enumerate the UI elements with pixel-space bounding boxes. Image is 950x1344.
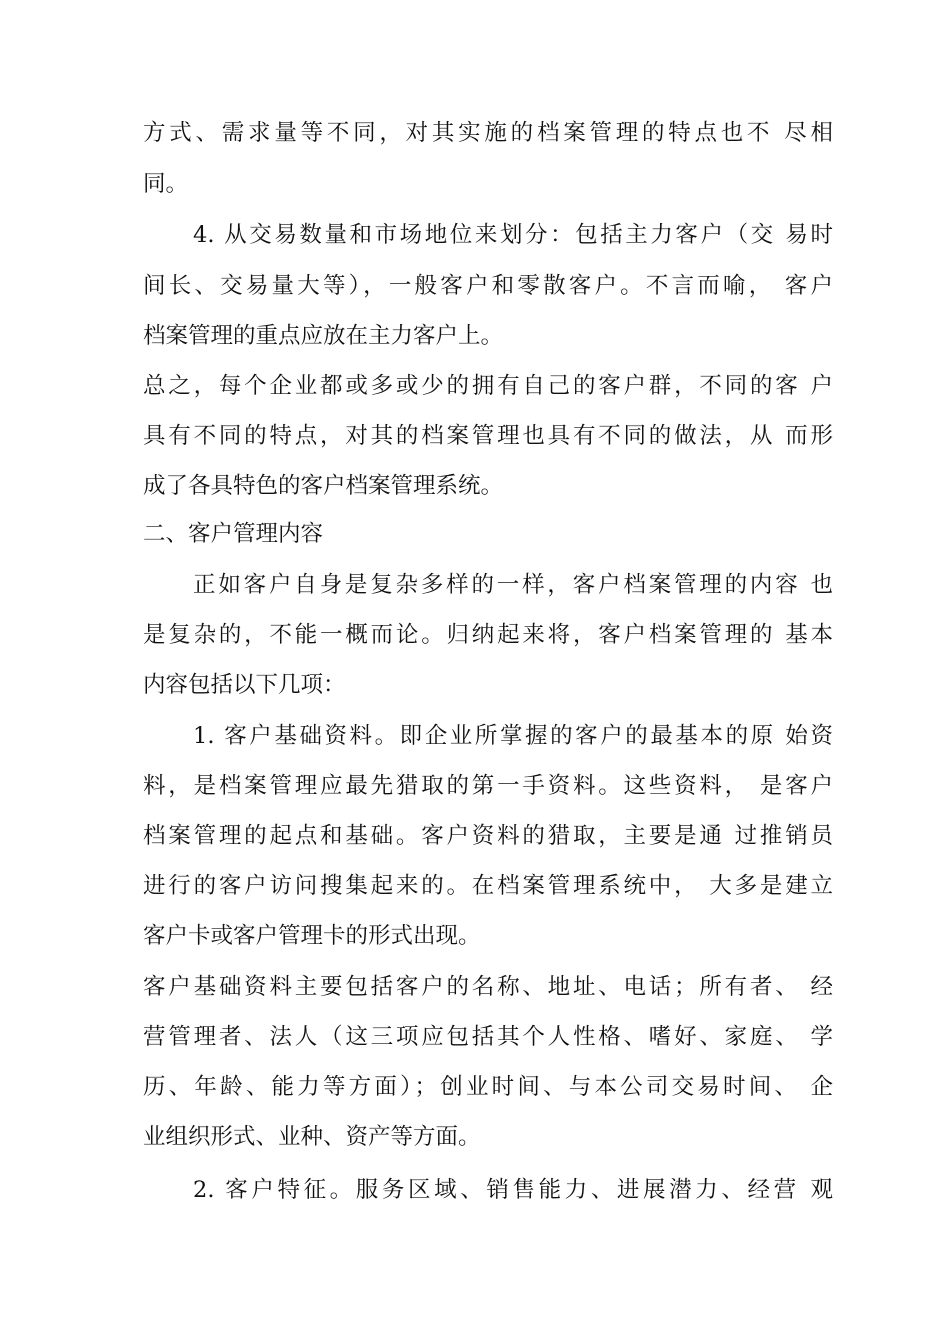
text-line-7: 具有不同的特点，对其的档案管理也具有不同的做法，从 而形 [143, 423, 833, 449]
section-heading: 二、客户管理内容 [143, 521, 324, 547]
text-line-12: 内容包括以下几项： [143, 672, 346, 698]
text-line-21: 业组织形式、业种、资产等方面。 [143, 1124, 481, 1150]
text-line-20: 历、年龄、能力等方面）；创业时间、与本公司交易时间、 企 [143, 1074, 833, 1100]
text-line-15: 档案管理的起点和基础。客户资料的猎取，主要是通 过推销员 [143, 823, 833, 849]
text-line-10: 正如客户自身是复杂多样的一样，客户档案管理的内容 也 [193, 572, 833, 598]
text-line-17: 客户卡或客户管理卡的形式出现。 [143, 923, 481, 949]
text-line-2: 同。 [143, 171, 189, 197]
text-line-1: 方式、需求量等不同，对其实施的档案管理的特点也不 尽相 [143, 120, 833, 146]
text-line-16: 进行的客户访问搜集起来的。在档案管理系统中， 大多是建立 [143, 873, 833, 899]
text-line-22: 2. 客户特征。服务区域、销售能力、进展潜力、经营 观 [193, 1177, 833, 1203]
text-line-19: 营管理者、法人（这三项应包括其个人性格、嗜好、家庭、 学 [143, 1024, 833, 1050]
text-line-8: 成了各具特色的客户档案管理系统。 [143, 473, 504, 499]
text-line-5: 档案管理的重点应放在主力客户上。 [143, 323, 504, 349]
text-line-6: 总之，每个企业都或多或少的拥有自己的客户群，不同的客 户 [143, 373, 833, 399]
text-line-13: 1. 客户基础资料。即企业所掌握的客户的最基本的原 始资 [193, 723, 833, 749]
text-line-11: 是复杂的，不能一概而论。归纳起来将，客户档案管理的 基本 [143, 622, 833, 648]
text-line-18: 客户基础资料主要包括客户的名称、地址、电话；所有者、 经 [143, 974, 833, 1000]
text-line-4: 间长、交易量大等），一般客户和零散客户。不言而喻， 客户 [143, 273, 833, 299]
text-line-3: 4. 从交易数量和市场地位来划分：包括主力客户（交 易时 [193, 222, 833, 248]
text-line-14: 料，是档案管理应最先猎取的第一手资料。这些资料， 是客户 [143, 773, 833, 799]
